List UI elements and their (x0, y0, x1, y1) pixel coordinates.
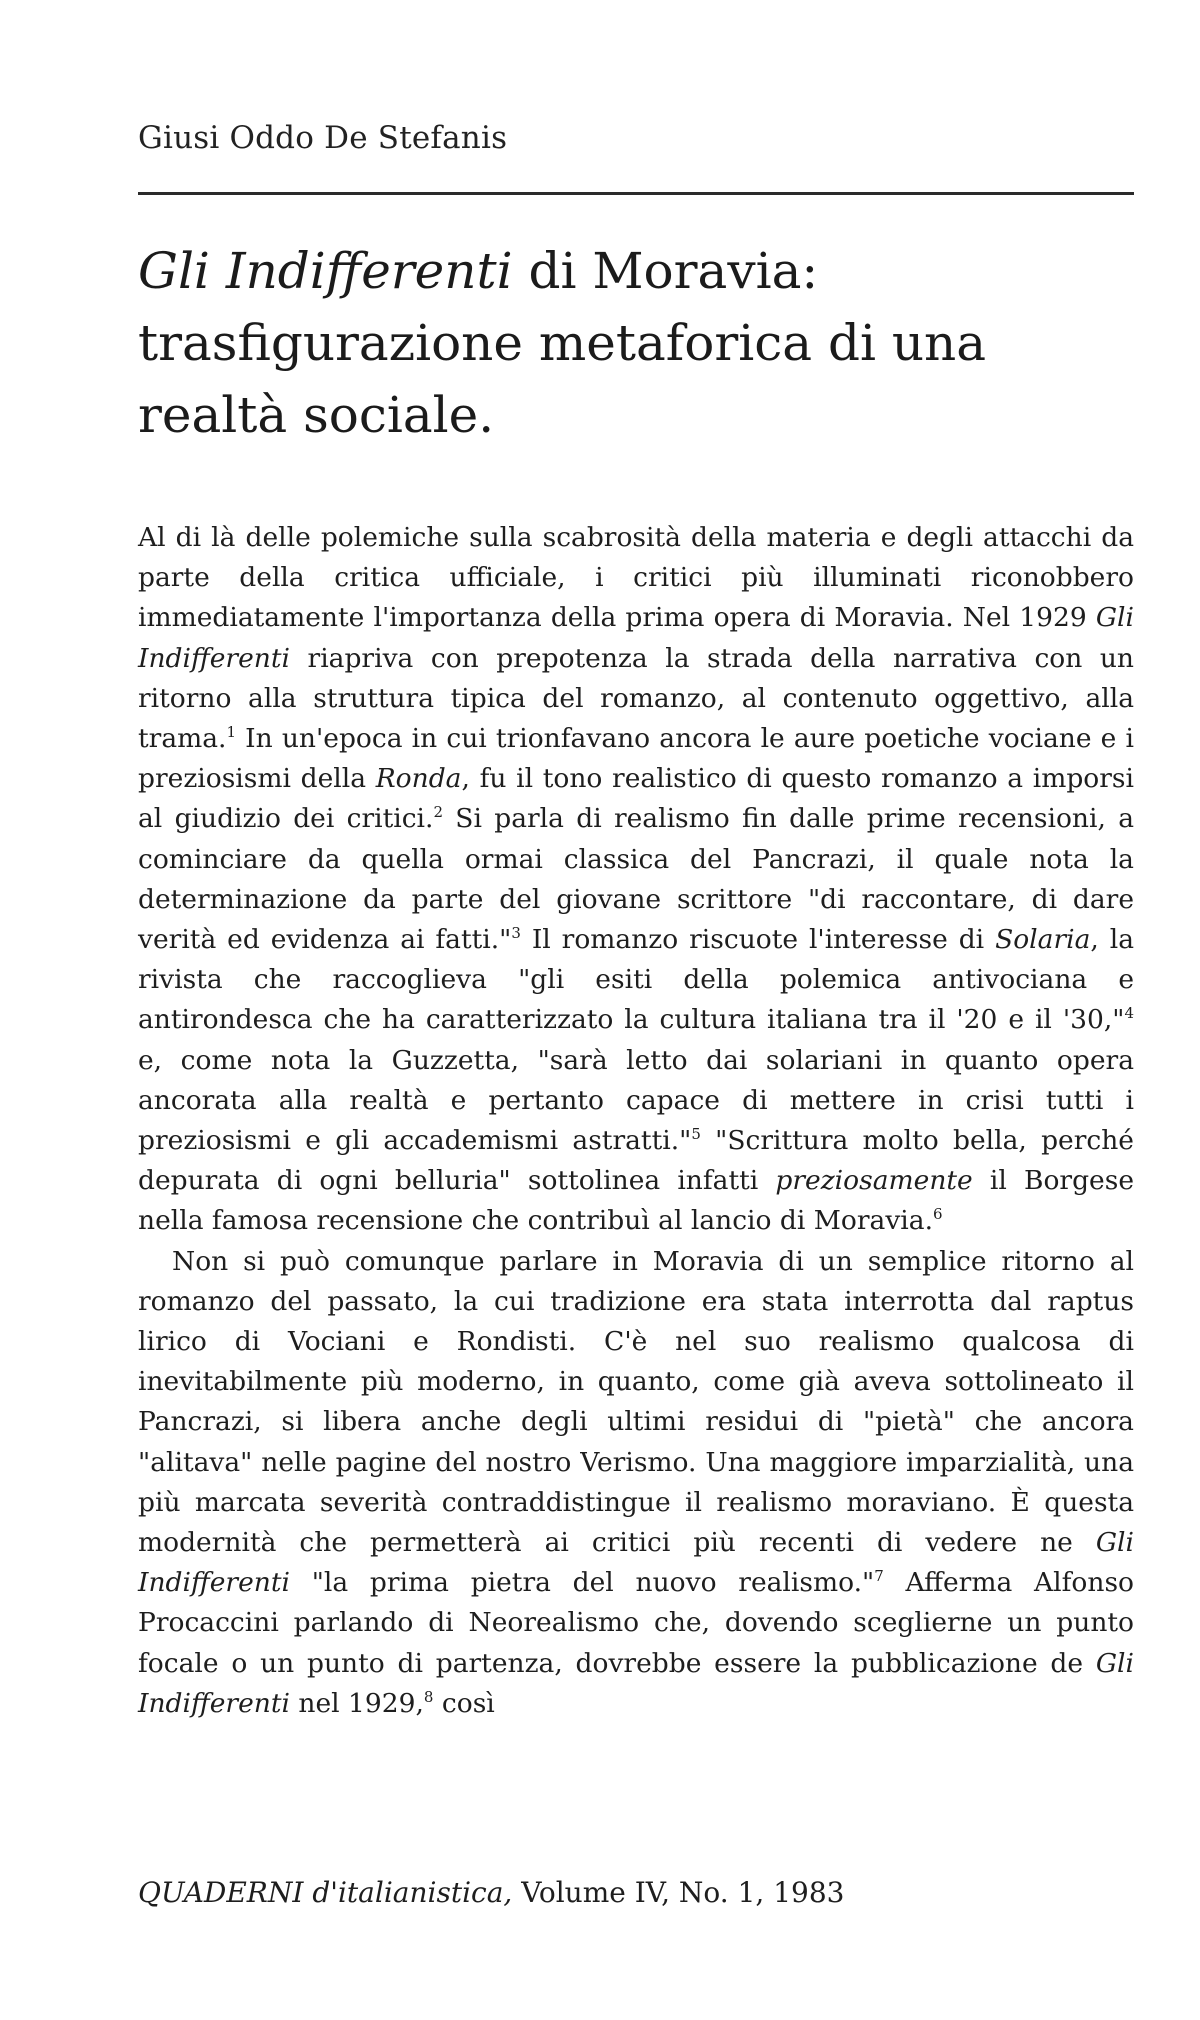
text-run: nel 1929, (289, 1687, 424, 1719)
paragraph-2 (138, 1242, 1134, 1724)
text-run: In un'epoca in cui trionfavano ancora le aure poetiche vociane e i preziosismi della (138, 723, 1134, 795)
text-run: così (433, 1687, 495, 1719)
article-title (138, 235, 1098, 451)
text-run: e, come nota la Guzzetta, "sarà letto dai solariani in quanto opera ancorata alla realtà e pertanto capace di mettere in crisi tutti i preziosismi e gli accademismi astratti." (138, 1044, 1134, 1157)
italic-run: Gli Indifferenti (138, 1527, 1134, 1599)
text-run: Afferma Alfonso Procaccini parlando di Neorealismo che, dovendo sceglierne un punto focale o un punto di partenza, dovrebbe essere la pubblicazione de (138, 1567, 1134, 1679)
text-run: riapriva con prepotenza la strada della narrativa con un ritorno alla struttura tipica del romanzo, al contenuto oggettivo, alla trama. (138, 642, 1134, 755)
italic-run: Gli Indifferenti (138, 602, 1134, 674)
italic-run: Ronda (375, 763, 462, 795)
title-line-3: realtà sociale. (138, 386, 495, 444)
text-run: Al di là delle polemiche sulla scabrosità della materia e degli attacchi da parte della critica ufficiale, i critici più illuminati riconobbero immediatamente l'importanza della prima opera di Moravia. Nel 1929 (138, 522, 1134, 634)
article-body (138, 518, 1134, 1724)
text-run: Non si può comunque parlare in Moravia di un semplice ritorno al romanzo del passato, la cui tradizione era stata interrotta dal raptus lirico di Vociani e Rondisti. C'è nel suo realismo qualcosa di inevitabilmente più moderno, in quanto, come già aveva sottolineato il Pancrazi, si libera anche degli ultimi residui di "pietà" che ancora "alitava" nelle pagine del nostro Verismo. Una maggiore imparzialità, una più marcata severità contraddistingue il realismo moraviano. È questa modernità che permetterà ai critici più recenti di vedere ne (138, 1245, 1134, 1559)
text-run: , fu il tono realistico di questo romanzo a imporsi al giudizio dei critici. (138, 763, 1134, 835)
text-run: , la rivista che raccoglieva "gli esiti della polemica antivociana e antirondesca che ha caratterizzato la cultura italiana tra il '20 e il '30," (138, 924, 1134, 1036)
footnote-ref: 5 (691, 1125, 701, 1144)
journal-citation (138, 1876, 844, 1909)
footnote-ref: 6 (933, 1205, 943, 1224)
footnote-ref: 8 (423, 1688, 434, 1707)
italic-run: preziosamente (775, 1165, 973, 1197)
text-run: "la prima pietra del nuovo realismo." (289, 1567, 875, 1599)
journal-issue: Volume IV, No. 1, 1983 (512, 1876, 845, 1909)
journal-name: QUADERNI d'italianistica, (138, 1876, 513, 1909)
footnote-ref: 4 (1124, 1004, 1134, 1023)
footnote-ref: 1 (226, 723, 237, 742)
text-run: il Borgese nella famosa recensione che contribuì al lancio di Moravia. (138, 1165, 1135, 1237)
footnote-ref: 3 (511, 924, 521, 943)
title-line-1 (138, 235, 1098, 307)
text-run: Si parla di realismo fin dalle prime recensioni, a cominciare da quella ormai classica del Pancrazi, il quale nota la determinazione da parte del giovane scrittore "di raccontare, di dare verità ed evidenza ai fatti." (138, 803, 1134, 956)
footnote-ref: 2 (433, 803, 444, 822)
text-run: Il romanzo riscuote l'interesse di (520, 924, 996, 956)
footnote-ref: 7 (874, 1567, 884, 1586)
text-run: "Scrittura molto bella, perché depurata di ogni belluria" sottolinea infatti (138, 1125, 1134, 1197)
paragraph-1 (138, 518, 1134, 1242)
header-rule (138, 192, 1134, 195)
italic-run: Gli Indifferenti (138, 1647, 1134, 1719)
title-line-2: trasfigurazione metaforica di una (138, 314, 987, 372)
title-rest: di Moravia: (512, 242, 819, 300)
author-name: Giusi Oddo De Stefanis (138, 120, 508, 156)
italic-run: Solaria (995, 924, 1091, 956)
title-italic: Gli Indifferenti (138, 242, 513, 300)
